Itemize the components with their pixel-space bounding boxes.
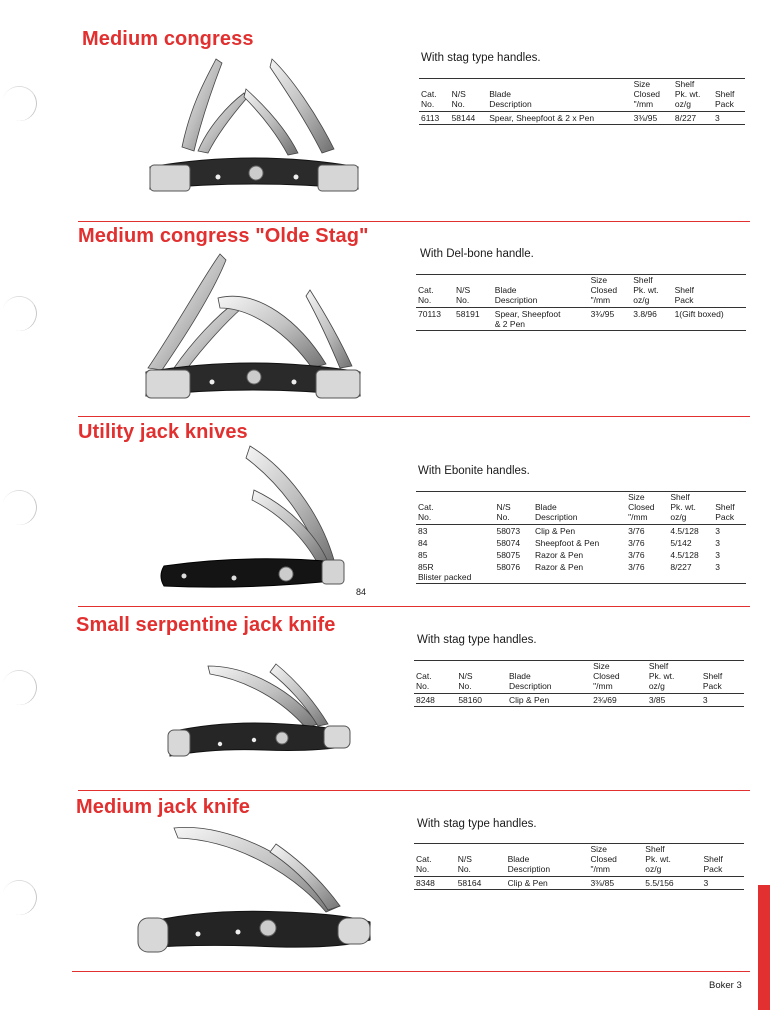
cat-no: 8348 (414, 877, 456, 890)
section-title: Small serpentine jack knife (76, 614, 336, 636)
shelf-pack: 1(Gift boxed) (673, 308, 746, 331)
shelf-pack: 3 (713, 561, 746, 584)
table-row (414, 694, 744, 707)
table-row (414, 877, 744, 890)
cat-no: 6113 (419, 112, 450, 125)
cat-no: 84 (418, 538, 428, 548)
cat-no-value: 85R (418, 562, 434, 572)
table-row (419, 112, 745, 125)
shelf-pack: 3 (715, 550, 720, 560)
cat-no: 83 (418, 526, 428, 536)
column-header: Shelf Pack (701, 661, 744, 694)
shelf-pack-weight: 4.5/128 (670, 550, 699, 560)
column-header: Size Closed "/mm (632, 79, 673, 112)
size-closed: 3/76 (628, 526, 645, 536)
cat-no (416, 561, 494, 584)
blade-description: Clip & Pen (534, 526, 576, 536)
column-header: Blade Description (493, 275, 589, 308)
section-divider (78, 221, 750, 222)
table-row (416, 308, 746, 331)
column-header: Shelf Pk. wt. oz/g (647, 661, 701, 694)
row-note: Blister packed (418, 572, 472, 582)
column-header: Shelf Pack (673, 275, 746, 308)
column-header: Shelf Pk. wt. oz/g (631, 275, 672, 308)
blade-description: Sheepfoot & Pen (534, 538, 600, 548)
column-header: Blade Description (487, 79, 631, 112)
page-footer: Boker 3 (709, 980, 742, 991)
shelf-pack: 3 (715, 526, 720, 536)
column-header: Cat. No. (416, 275, 454, 308)
blade-description: Razor & Pen (534, 550, 584, 560)
knife-image-utility-jack (158, 442, 350, 594)
column-header: Blade Description (533, 492, 626, 525)
section-description: With Ebonite handles. (418, 465, 530, 477)
knife-image-medium-congress (146, 55, 362, 195)
figure-label: 84 (356, 587, 367, 597)
binder-hole (0, 486, 41, 529)
blade-description: Spear, Sheepfoot & 2 Pen (493, 308, 589, 331)
column-header: Size Closed "/mm (589, 275, 632, 308)
column-header: Blade Description (507, 661, 591, 694)
cat-no: 8248 (414, 694, 456, 707)
spec-table (414, 660, 744, 707)
shelf-pack-weight: 3.8/96 (631, 308, 672, 331)
table-row (416, 549, 746, 561)
column-header: Shelf Pk. wt. oz/g (673, 79, 713, 112)
cat-no: 85 (418, 550, 428, 560)
knife-image-medium-jack (134, 822, 374, 956)
shelf-pack: 3 (701, 877, 744, 890)
shelf-pack-weight: 4.5/128 (670, 526, 699, 536)
column-header: Shelf Pack (701, 844, 744, 877)
binder-hole (0, 82, 41, 125)
blade-description: Clip & Pen (506, 877, 589, 890)
section-description: With stag type handles. (421, 52, 541, 64)
column-header: N/S No. (494, 492, 532, 525)
blade-description: Clip & Pen (507, 694, 591, 707)
ns-no: 58074 (496, 538, 521, 548)
ns-no: 58144 (450, 112, 488, 125)
size-closed: 3/76 (628, 550, 645, 560)
section-title: Medium jack knife (76, 796, 250, 818)
column-header: N/S No. (454, 275, 493, 308)
knife-image-small-serpentine (164, 660, 354, 760)
page-tab-marker (758, 885, 770, 1010)
section-title: Utility jack knives (78, 421, 248, 443)
knife-image-olde-stag (140, 250, 365, 400)
column-header: Cat. No. (416, 492, 494, 525)
column-header: N/S No. (450, 79, 488, 112)
column-header: Cat. No. (414, 844, 456, 877)
section-description: With Del-bone handle. (420, 248, 534, 260)
shelf-pack: 3 (713, 112, 745, 125)
shelf-pack-weight: 5.5/156 (643, 877, 701, 890)
column-header: Blade Description (506, 844, 589, 877)
binder-hole (0, 292, 41, 335)
shelf-pack-weight: 5/142 (670, 538, 692, 548)
ns-no: 58160 (456, 694, 507, 707)
column-header: Shelf Pk. wt. oz/g (643, 844, 701, 877)
section-divider (78, 416, 750, 417)
column-header: Size Closed "/mm (588, 844, 643, 877)
size-closed: 3¾/95 (589, 308, 632, 331)
ns-no: 58164 (456, 877, 506, 890)
binder-hole (0, 666, 41, 709)
section-title: Medium congress (82, 28, 254, 50)
section-description: With stag type handles. (417, 634, 537, 646)
section-description: With stag type handles. (417, 818, 537, 830)
column-header: Size Closed "/mm (591, 661, 647, 694)
section-divider (78, 606, 750, 607)
column-header: Cat. No. (419, 79, 450, 112)
ns-no: 58075 (496, 550, 521, 560)
blade-description: Spear, Sheepfoot & 2 x Pen (487, 112, 631, 125)
size-closed: 3/76 (626, 561, 668, 584)
column-header: Shelf Pack (713, 79, 745, 112)
shelf-pack-weight: 8/227 (668, 561, 713, 584)
column-header: Shelf Pack (713, 492, 746, 525)
spec-table (416, 274, 746, 331)
spec-table (416, 491, 746, 584)
section-title: Medium congress "Olde Stag" (78, 225, 369, 247)
table-row (416, 561, 746, 584)
table-row (416, 537, 746, 549)
column-header: Size Closed "/mm (626, 492, 668, 525)
spec-table (414, 843, 744, 890)
spec-table (419, 78, 745, 125)
shelf-pack-weight: 3/85 (647, 694, 701, 707)
column-header: N/S No. (456, 844, 506, 877)
ns-no: 58073 (496, 526, 521, 536)
column-header: N/S No. (456, 661, 507, 694)
size-closed: 3⅜/95 (632, 112, 673, 125)
table-row (416, 525, 746, 538)
column-header: Cat. No. (414, 661, 456, 694)
size-closed: 3/76 (628, 538, 645, 548)
blade-description: Razor & Pen (533, 561, 626, 584)
size-closed: 3⅜/85 (588, 877, 643, 890)
shelf-pack-weight: 8/227 (673, 112, 713, 125)
ns-no: 58076 (494, 561, 532, 584)
binder-hole (0, 876, 41, 919)
section-divider (72, 971, 750, 972)
size-closed: 2¾/69 (591, 694, 647, 707)
shelf-pack: 3 (701, 694, 744, 707)
shelf-pack: 3 (715, 538, 720, 548)
section-divider (78, 790, 750, 791)
ns-no: 58191 (454, 308, 493, 331)
cat-no: 70113 (416, 308, 454, 331)
column-header: Shelf Pk. wt. oz/g (668, 492, 713, 525)
